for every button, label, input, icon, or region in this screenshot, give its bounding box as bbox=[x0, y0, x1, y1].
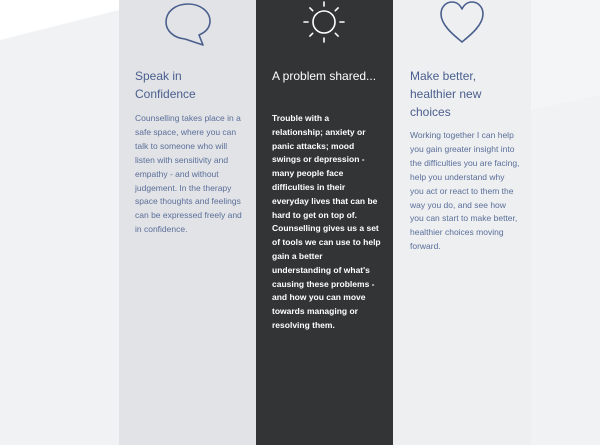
heart-icon bbox=[437, 0, 487, 46]
speech-bubble-icon bbox=[163, 1, 213, 47]
sun-icon bbox=[301, 0, 347, 46]
card-body: Trouble with a relationship; anxiety or panic attacks; mood swings or depression - many people face difficulties in their everyday lives that can be hard to get on top of. Counselling gives us a set of tools we can use to help gain a better understanding of what's causing these problems - and how you can move towards managing or resolving them. bbox=[272, 113, 381, 330]
card-title: A problem shared... bbox=[272, 69, 377, 83]
card-problem-shared bbox=[256, 0, 393, 445]
card-better-choices bbox=[393, 0, 531, 445]
card-speak-in-confidence bbox=[119, 0, 256, 445]
card-body: Working together I can help you gain greater insight into the difficulties you are facing, help you understand why you act or react to them the way you do, and see how you can start to make better, healthier choices moving forward. bbox=[410, 130, 520, 252]
card-title: Speak in Confidence bbox=[135, 69, 196, 101]
card-body: Counselling takes place in a safe space, where you can talk to someone who will listen with sensitivity and empathy - and without judgement. In the therapy space thoughts and feelings can be expressed freely and in confidence. bbox=[135, 113, 242, 235]
card-title: Make better, healthier new choices bbox=[410, 69, 482, 119]
